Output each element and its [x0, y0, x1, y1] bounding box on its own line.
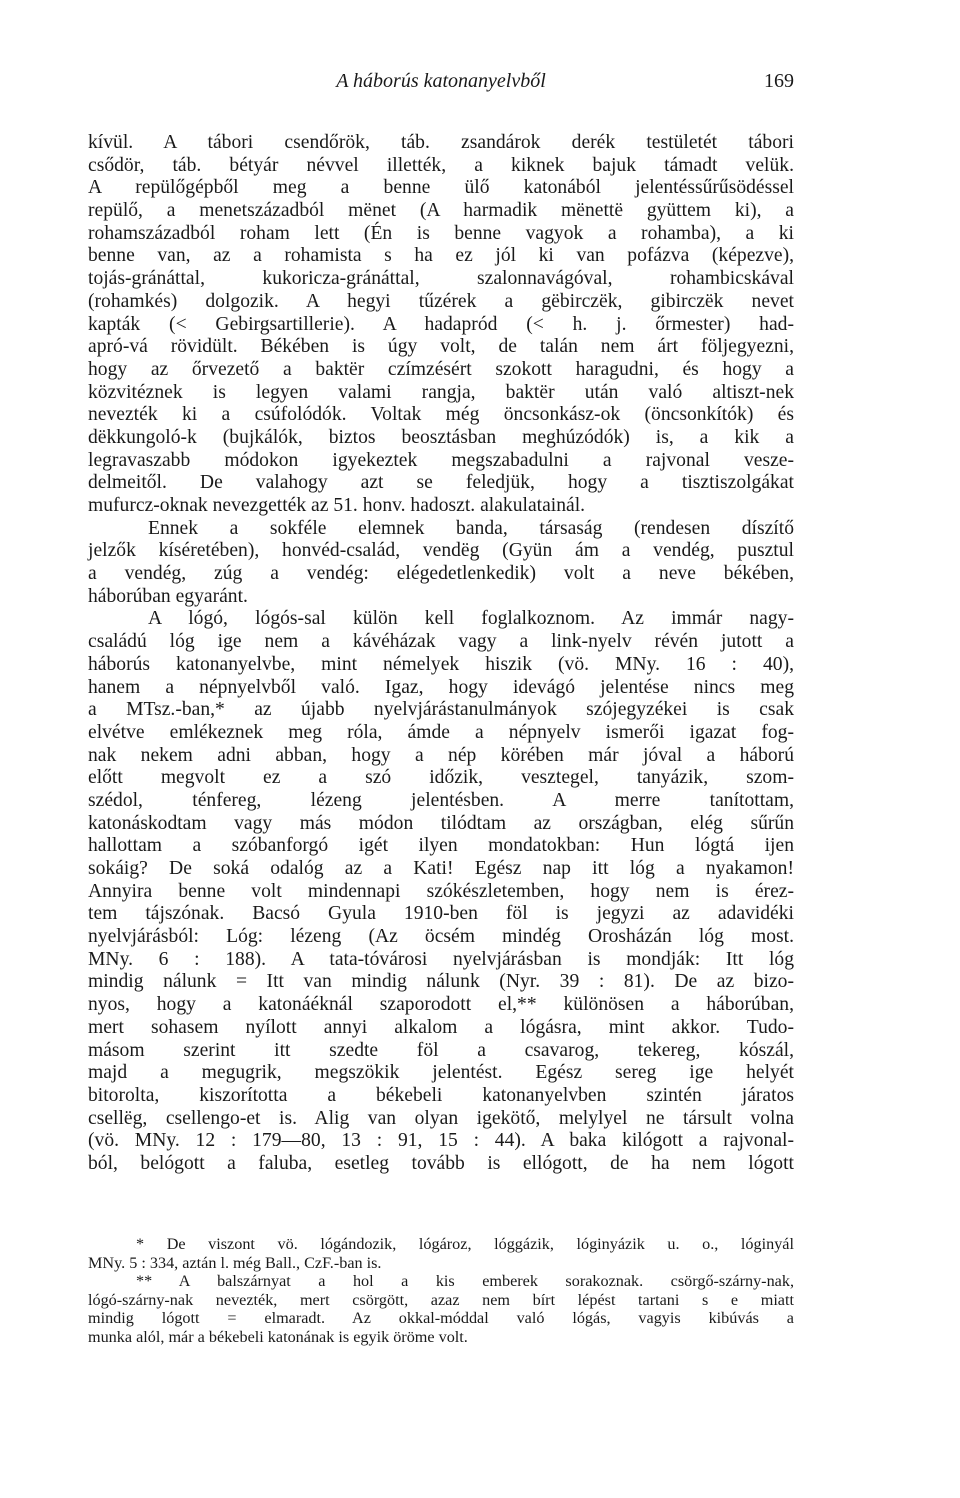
text-line: ból, belógott a faluba, esetleg tovább is ellógott, de ha nem lógott [88, 1152, 794, 1174]
text-line: háborús katonanyelvbe, mint némelyek hiszik (vö. MNy. 16 : 40), [88, 653, 794, 675]
text-line: közvitéznek is legyen valami rangja, baktër után való altiszt-nek [88, 381, 794, 403]
text-line: delmeitől. De valahogy azt se feledjük, hogy a tisztiszolgákat [88, 472, 794, 494]
text-line: tem tájszónak. Bacsó Gyula 1910-ben föl is jegyzi az adavidéki [88, 903, 794, 925]
text-line: tojás-gránáttal, kukoricza-gránáttal, szalonnavágóval, rohambicskával [88, 268, 794, 290]
running-title: A háborús katonanyelvből [336, 70, 546, 92]
body-text [88, 132, 794, 1176]
text-line: szédol, ténfereg, lézeng jelentésben. A merre tanítottam, [88, 789, 794, 811]
text-line: sokáig? De soká odalóg az a Kati! Egész nap itt lóg a nyakamon! [88, 858, 794, 879]
text-line: a MTsz.-ban,* az újabb nyelvjárástanulmányok szójegyzékei is csak [88, 699, 794, 721]
text-line: elvétve emlékeznek meg róla, ámde a népnyelv ismerői igazat fog- [88, 721, 794, 743]
footnote-line: MNy. 5 : 334, aztán l. még Ball., CzF.-ban is. [88, 1253, 382, 1272]
text-line: mert sohasem nyílott annyi alkalom a lógásra, mint akkor. Tudo- [88, 1016, 794, 1038]
text-line: bitorolta, kiszorította a békebeli katonanyelvben szintén járatos [88, 1084, 794, 1106]
footnote-line: mindig lógott = elmaradt. Az okkal-móddal való lógás, vagyis kibúvás a [88, 1309, 794, 1328]
text-line: csellëg, csellengо-et is. Alig van olyan igekötő, melylyel ne társult volna [88, 1107, 794, 1129]
text-line: Ennek a sokféle elemnek banda, társaság (rendesen díszítő [148, 517, 794, 539]
footnote-line: lógó-szárny-nak nevezték, mert csörgött, azaz nem bírt lépést tartani s e miatt [88, 1290, 794, 1309]
text-line: majd a megugrik, megszökik jelentést. Egész sereg ige helyét [88, 1062, 794, 1084]
text-line: hallottam a szóbanforgó igét ilyen mondatokban: Hun lógtá ijen [88, 835, 794, 857]
text-line: apró-vá rövidült. Békében is úgy volt, de talán nem árt följegyezni, [88, 336, 794, 358]
text-line: másom szerint itt szedte föl a csavarog, tekereg, kószál, [88, 1039, 794, 1061]
text-line: mufurcz-oknak nevezgették az 51. honv. hadoszt. alakulatainál. [88, 495, 586, 516]
text-line: katonáskodtam vagy más módon tilódtam az országban, elég sűrűn [88, 812, 794, 834]
text-line: mindig nálunk = Itt van mindig nálunk (Nyr. 39 : 81). De az bizo- [88, 971, 794, 993]
text-line: családú lóg ige nem a kávéházak vagy a link-nyelv révén jutott a [88, 631, 794, 653]
text-line: MNy. 6 : 188). A tata-tóvárosi nyelvjárásban is mondják: Itt lóg [88, 948, 794, 970]
text-line: kapták (< Gebirgsartillerie). A hadapród (< h. j. őrmester) had- [88, 313, 794, 335]
text-line: A lógó, lógós-sal külön kell foglalkoznom. Az immár nagy- [148, 608, 794, 630]
text-line: háborúban egyaránt. [88, 585, 248, 607]
footnote-line: ** A balszárnyat a hol a kis emberek sorakoznak. csörgő-szárny-nak, [136, 1272, 794, 1291]
text-line: benne van, az a rohamista s ha ez jól ki van pofázva (képezve), [88, 245, 794, 267]
page-number: 169 [764, 70, 794, 92]
text-line: dëkkungoló-k (bujkálók, biztos beosztásban meghúzódók) is, a kik a [88, 426, 794, 448]
running-head [88, 70, 794, 100]
text-line: Annyira benne volt mindennapi szókészletemben, hogy nem is érez- [88, 880, 794, 902]
text-line: nyos, hogy a katonáéknál szaporodott el,** különösen a háborúban, [88, 994, 794, 1016]
footnotes [88, 1235, 794, 1347]
text-line: hanem a népnyelvből való. Igaz, hogy idevágó jelentése nincs meg [88, 676, 794, 698]
text-line: nak nekem adni abban, hogy a nép körében már jóval a háború [88, 744, 794, 766]
text-line: jelzők kíséretében), honvéd-család, vendëg (Gyün ám a vendég, pusztul [88, 540, 794, 562]
text-line: (vö. MNy. 12 : 179—80, 13 : 91, 15 : 44). A baka kilógott a rajvonal- [88, 1130, 794, 1152]
text-line: nevezték ki a csúfolódók. Voltak még öncsonkász-ok (öncsonkítók) és [88, 404, 794, 426]
text-line: kívül. A tábori csendőrök, táb. zsandárok derék testületét tábori [88, 132, 794, 153]
footnote-line: * De viszont vö. lógándozik, lógároz, lóggázik, lóginyázik u. o., lóginyál [136, 1235, 794, 1253]
text-line: csődör, táb. bétyár névvel illették, a kiknek bajuk támadt velük. [88, 154, 794, 176]
text-line: legravaszabb módokon igyekeztek megszabadulni a rajvonal veszе- [88, 449, 794, 471]
text-line: repülő, a menetszázadból mënet (A harmadik mënettë gyüttem ki), a [88, 200, 794, 222]
text-line: hogy az őrvezető a baktër czímzésért szokott haragudni, és hogy a [88, 358, 794, 380]
text-line: rohamszázadból roham lett (Én is benne vagyok a rohamba), a ki [88, 222, 794, 244]
text-line: előtt megvolt ez a szó időzik, vesztegel, tanyázik, szom- [88, 767, 794, 789]
text-line: nyelvjárásból: Lóg: lézeng (Az öcsém mindég Orosházán lóg most. [88, 926, 794, 948]
text-line: (rohamkés) dolgozik. A hegyi tűzérek a gëbirczëk, gibirczëk nevet [88, 290, 794, 312]
text-line: A repülőgépből meg a benne ülő katonából jelentéssűrűsödéssel [88, 177, 794, 199]
text-line: a vendég, zúg a vendég: elégedetlenkedik) volt a neve békében, [88, 563, 794, 585]
footnote-line: munka alól, már a békebeli katonának is egyik öröme volt. [88, 1327, 468, 1346]
